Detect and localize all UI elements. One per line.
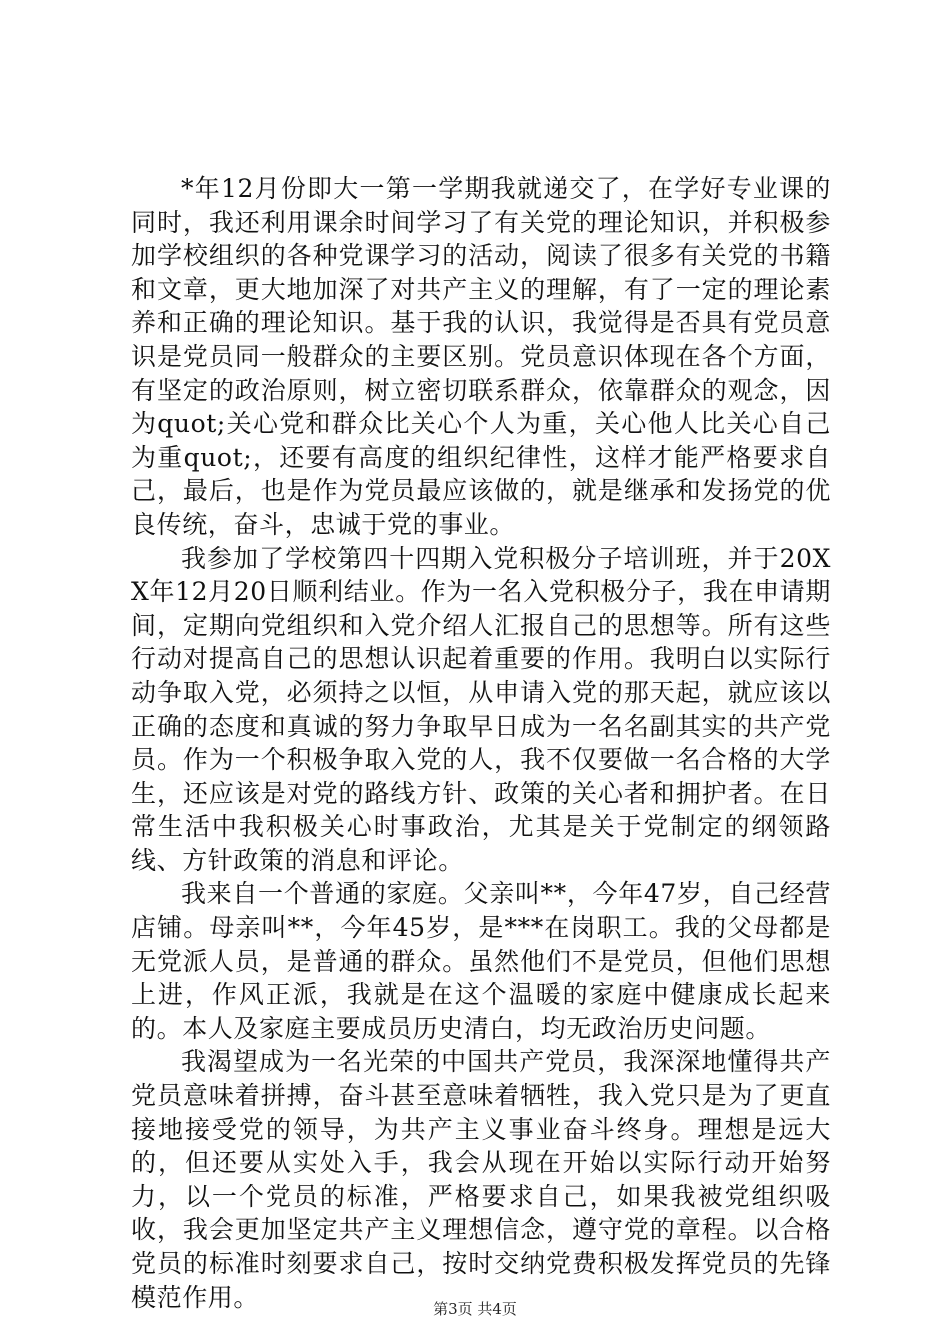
paragraph-3: 我来自一个普通的家庭。父亲叫**，今年47岁，自己经营店铺。母亲叫**，今年45岁，是***在岗职工。我的父母都是无党派人员，是普通的群众。虽然他们不是党员，但他们思想上进，作风正派，我就是在这个温暖的家庭中健康成长起来的。本人及家庭主要成员历史清白，均无政治历史问题。 <box>131 879 831 1043</box>
document-body <box>131 172 831 1314</box>
page-number-footer: 第3页 共4页 <box>433 1300 517 1318</box>
paragraph-2: 我参加了学校第四十四期入党积极分子培训班，并于20XX年12月20日顺利结业。作为一名入党积极分子，我在申请期间，定期向党组织和入党介绍人汇报自己的思想等。所有这些行动对提高自己的思想认识起着重要的作用。我明白以实际行动争取入党，必须持之以恒，从申请入党的那天起，就应该以正确的态度和真诚的努力争取早日成为一名名副其实的共产党员。作为一个积极争取入党的人，我不仅要做一名合格的大学生，还应该是对党的路线方针、政策的关心者和拥护者。在日常生活中我积极关心时事政治，尤其是关于党制定的纲领路线、方针政策的消息和评论。 <box>131 543 831 875</box>
paragraph-4: 我渴望成为一名光荣的中国共产党员，我深深地懂得共产党员意味着拼搏，奋斗甚至意味着牺牲，我入党只是为了更直接地接受党的领导，为共产主义事业奋斗终身。理想是远大的，但还要从实处入手，我会从现在开始以实际行动开始努力，以一个党员的标准，严格要求自己，如果我被党组织吸收，我会更加坚定共产主义理想信念，遵守党的章程。以合格党员的标准时刻要求自己，按时交纳党费积极发挥党员的先锋模范作用。 <box>131 1047 831 1312</box>
paragraph-1: *年12月份即大一第一学期我就递交了，在学好专业课的同时，我还利用课余时间学习了有关党的理论知识，并积极参加学校组织的各种党课学习的活动，阅读了很多有关党的书籍和文章，更大地加深了对共产主义的理解，有了一定的理论素养和正确的理论知识。基于我的认识，我觉得是否具有党员意识是党员同一般群众的主要区别。党员意识体现在各个方面，有坚定的政治原则，树立密切联系群众，依靠群众的观念，因为quot;关心党和群众比关心个人为重，关心他人比关心自己为重quot;，还要有高度的组织纪律性，这样才能严格要求自己，最后，也是作为党员最应该做的，就是继承和发扬党的优良传统，奋斗，忠诚于党的事业。 <box>131 174 831 539</box>
